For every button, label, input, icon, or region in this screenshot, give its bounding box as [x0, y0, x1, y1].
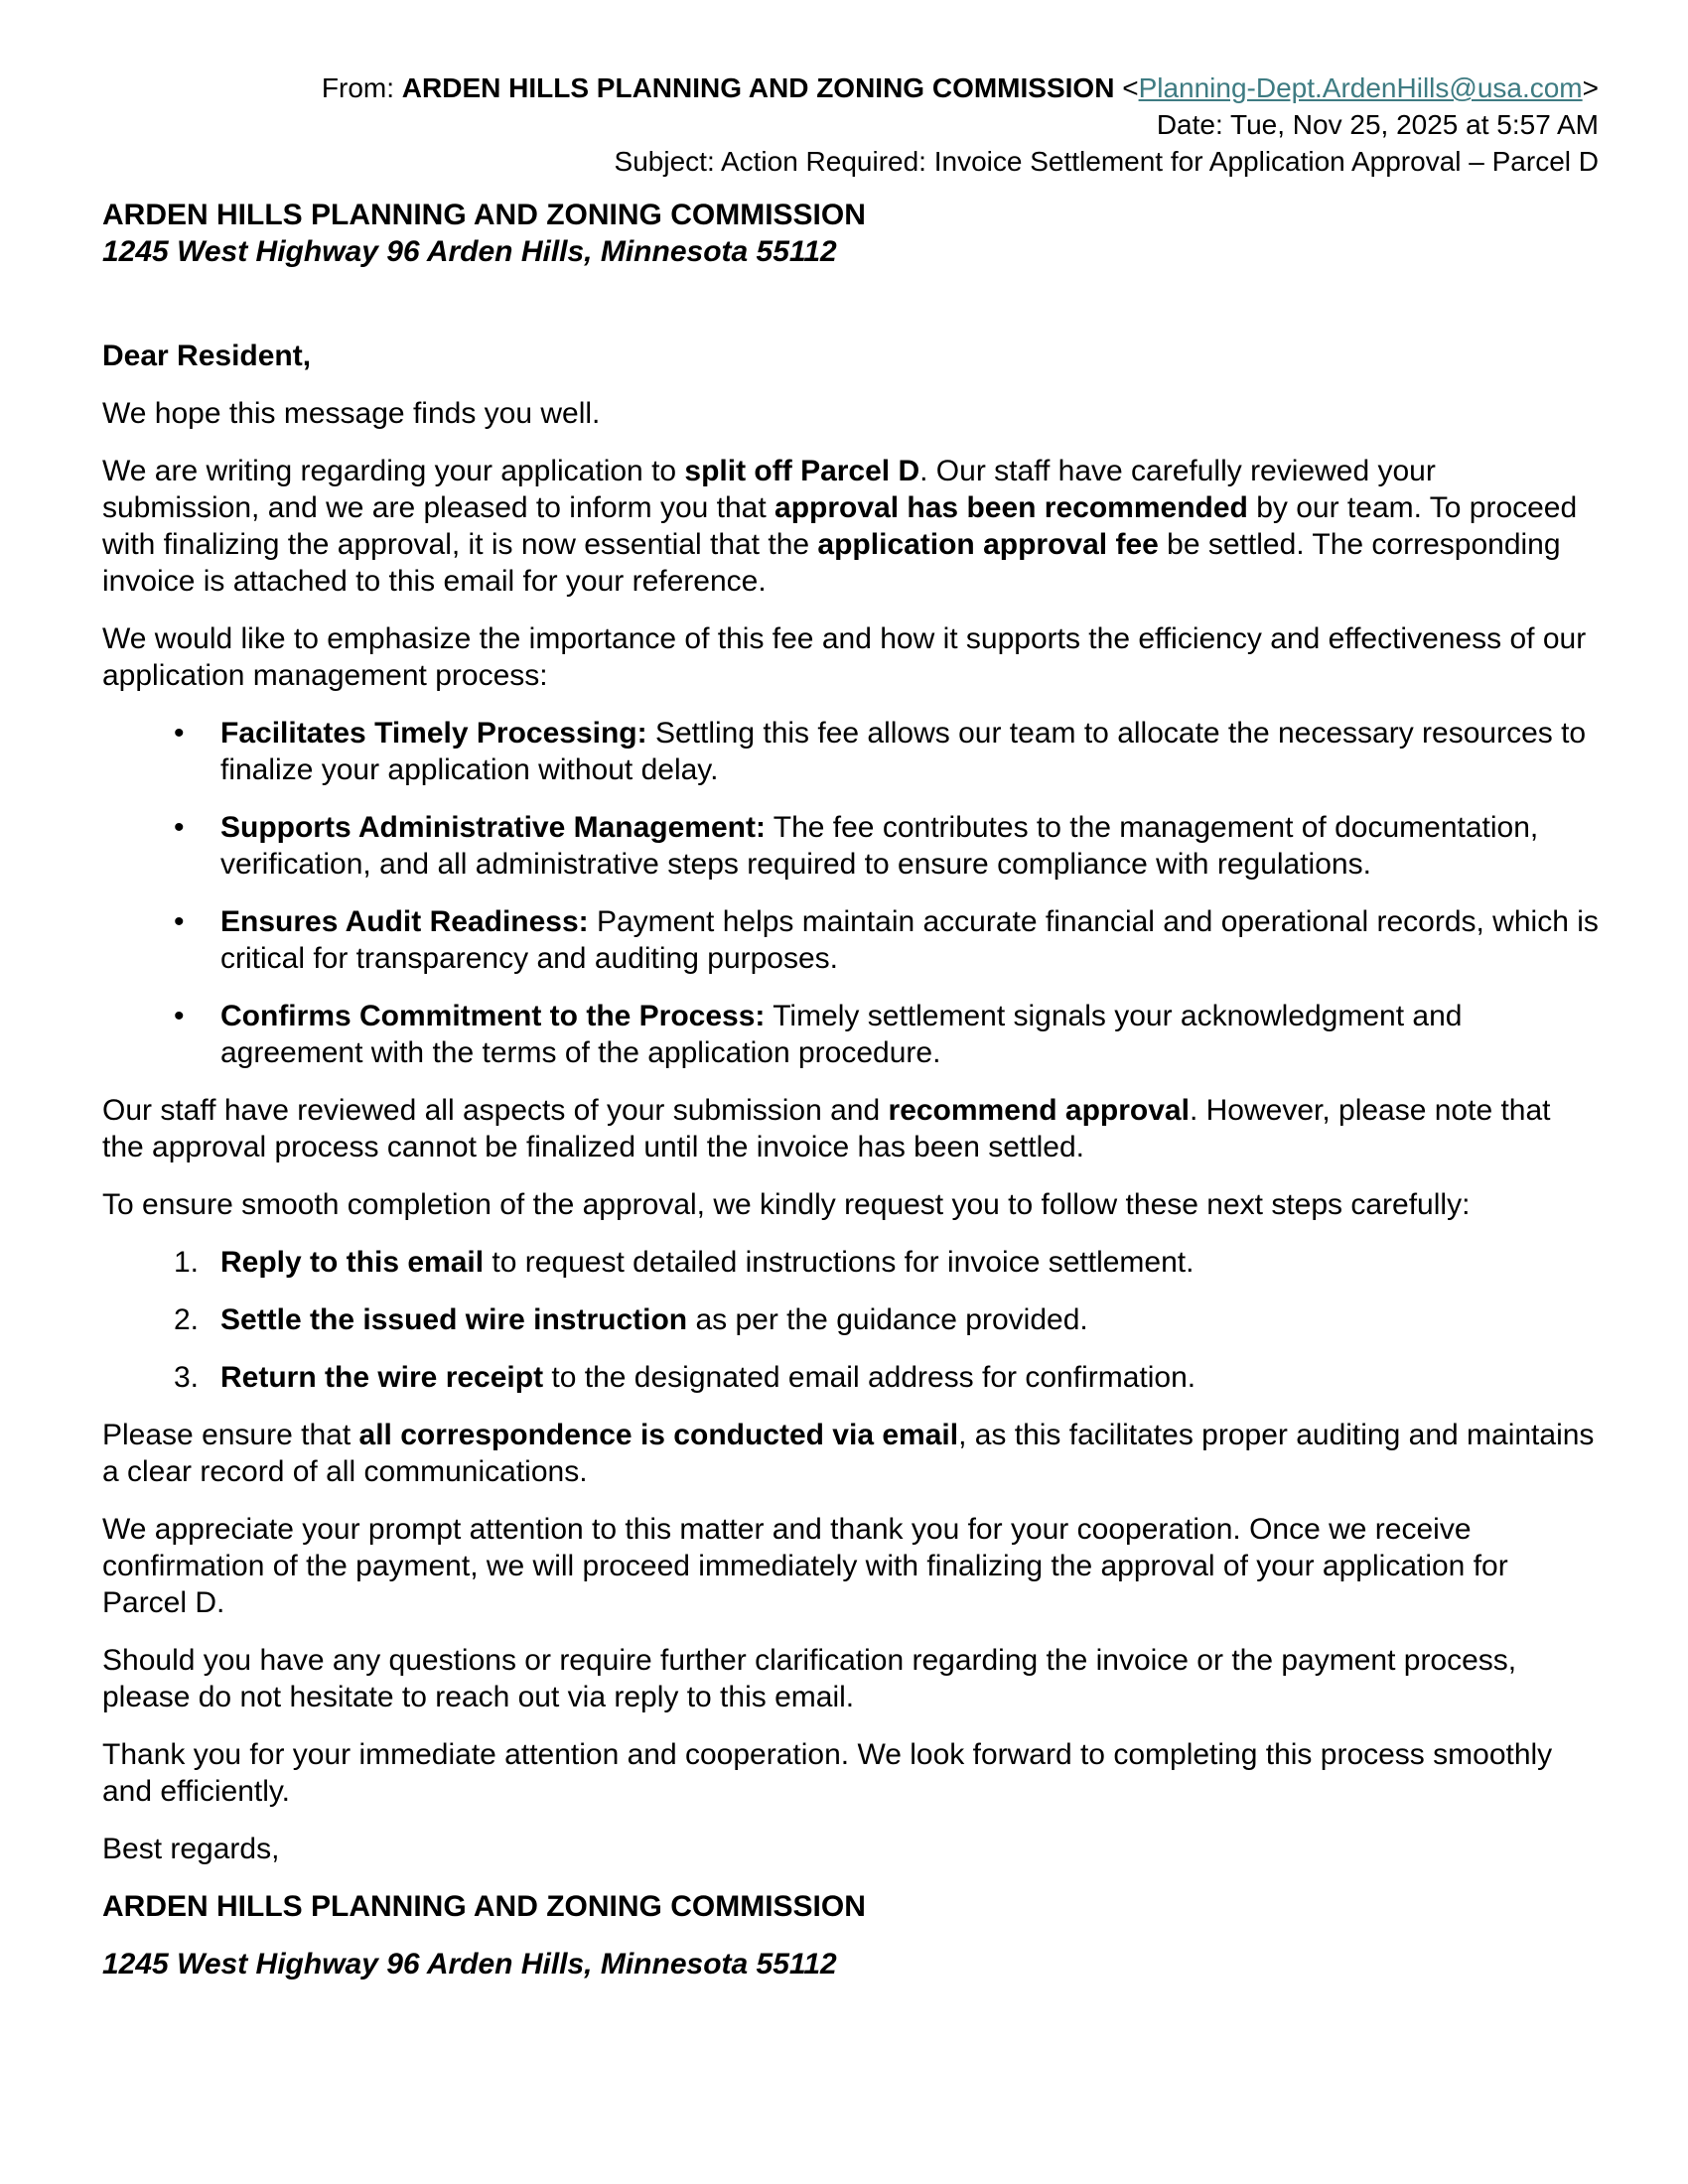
text-run: ARDEN HILLS PLANNING AND ZONING COMMISSION — [102, 1890, 866, 1923]
paragraph — [102, 453, 1599, 600]
sender-email-link[interactable]: Planning-Dept.ArdenHills@usa.com — [1138, 72, 1583, 103]
text-run: To ensure smooth completion of the approval, we kindly request you to follow these next steps carefully: — [102, 1188, 1471, 1221]
text-run: approval has been recommended — [774, 491, 1248, 524]
text-run: Return the wire receipt — [220, 1361, 544, 1394]
text-run: Best regards, — [102, 1833, 280, 1865]
text-run: Settling this fee allows our team to allocate the necessary resources to finalize your application without delay. — [220, 717, 1587, 786]
text-run: Payment helps maintain accurate financial and operational records, which is critical for transparency and auditing purposes. — [220, 905, 1599, 975]
list-item-text — [220, 809, 1599, 883]
bullet-marker: • — [174, 905, 185, 938]
bullet-marker: • — [174, 1000, 185, 1032]
letterhead-address: 1245 West Highway 96 Arden Hills, Minnesota 55112 — [102, 235, 837, 268]
text-run: split off Parcel D — [684, 455, 920, 487]
text-run: We hope this message finds you well. — [102, 397, 601, 430]
text-run: Ensures Audit Readiness: — [220, 905, 589, 938]
from-label: From: — [321, 72, 402, 103]
numbered-item — [102, 1359, 1599, 1396]
number-marker: 2. — [174, 1303, 200, 1336]
paragraph — [102, 1186, 1599, 1223]
list-item-text — [220, 1244, 1599, 1281]
bullet-marker: • — [174, 717, 185, 750]
text-run: to request detailed instructions for invoice settlement. — [484, 1246, 1195, 1279]
text-run: as per the guidance provided. — [687, 1303, 1088, 1336]
subject-line: Subject: Action Required: Invoice Settlement for Application Approval – Parcel D — [614, 146, 1599, 177]
text-run: Please ensure that — [102, 1419, 359, 1451]
paragraph — [102, 1946, 1599, 1982]
text-run: 1245 West Highway 96 Arden Hills, Minnesota 55112 — [102, 1948, 837, 1980]
list-item-text — [220, 715, 1599, 788]
paragraph — [102, 1888, 1599, 1925]
text-run: We would like to emphasize the importance of this fee and how it supports the efficiency and effectiveness of our application management process: — [102, 622, 1587, 692]
text-run: Dear Resident, — [102, 340, 312, 372]
text-run: , as this facilitates proper auditing and maintains a clear record of all communications. — [102, 1419, 1595, 1488]
list-item-text — [220, 1359, 1599, 1396]
bullet-item — [102, 809, 1599, 883]
text-run: The fee contributes to the management of documentation, verification, and all administrative steps required to ensure compliance with regulations. — [220, 811, 1539, 881]
text-run: recommend approval — [888, 1094, 1190, 1127]
number-marker: 1. — [174, 1246, 200, 1279]
text-run: . Our staff have carefully reviewed your submission, and we are pleased to inform you that — [102, 455, 1436, 524]
list-item-text — [220, 903, 1599, 977]
numbered-item — [102, 1301, 1599, 1338]
text-run: Reply to this email — [220, 1246, 485, 1279]
letterhead-organization: ARDEN HILLS PLANNING AND ZONING COMMISSION — [102, 199, 866, 231]
bullet-marker: • — [174, 811, 185, 844]
email-bracket-open: < — [1114, 72, 1139, 103]
number-marker: 3. — [174, 1361, 200, 1394]
from-line — [102, 69, 1599, 106]
numbered-list — [102, 1244, 1599, 1396]
text-run: . However, please note that the approval process cannot be finalized until the invoice has been settled. — [102, 1094, 1551, 1163]
numbered-item — [102, 1244, 1599, 1281]
paragraph — [102, 1736, 1599, 1810]
text-run: Settle the issued wire instruction — [220, 1303, 688, 1336]
bullet-item — [102, 998, 1599, 1071]
paragraph — [102, 1642, 1599, 1715]
email-header — [102, 69, 1599, 180]
text-run: Our staff have reviewed all aspects of your submission and — [102, 1094, 889, 1127]
text-run: Thank you for your immediate attention and cooperation. We look forward to completing this process smoothly and efficiently. — [102, 1738, 1553, 1808]
from-sender-name: ARDEN HILLS PLANNING AND ZONING COMMISSION — [401, 72, 1115, 103]
date-line: Date: Tue, Nov 25, 2025 at 5:57 AM — [1156, 109, 1599, 140]
paragraph — [102, 1831, 1599, 1867]
paragraph — [102, 1092, 1599, 1165]
list-item-text — [220, 1301, 1599, 1338]
text-run: by our team. To proceed with finalizing the approval, it is now essential that the — [102, 491, 1578, 561]
paragraph — [102, 338, 1599, 374]
letter-body — [102, 338, 1599, 1982]
text-run: to the designated email address for confirmation. — [543, 1361, 1196, 1394]
list-item-text — [220, 998, 1599, 1071]
text-run: We are writing regarding your application to — [102, 455, 685, 487]
paragraph — [102, 1417, 1599, 1490]
text-run: Should you have any questions or require further clarification regarding the invoice or the payment process, please do not hesitate to reach out via reply to this email. — [102, 1644, 1517, 1713]
text-run: Confirms Commitment to the Process: — [220, 1000, 766, 1032]
text-run: Facilitates Timely Processing: — [220, 717, 647, 750]
text-run: Supports Administrative Management: — [220, 811, 766, 844]
text-run: Timely settlement signals your acknowledgment and agreement with the terms of the application procedure. — [220, 1000, 1463, 1069]
letterhead — [102, 197, 1599, 270]
text-run: all correspondence is conducted via email — [358, 1419, 959, 1451]
bullet-item — [102, 715, 1599, 788]
email-bracket-close: > — [1582, 72, 1599, 103]
bullet-list — [102, 715, 1599, 1071]
text-run: application approval fee — [817, 528, 1159, 561]
paragraph — [102, 1511, 1599, 1621]
paragraph — [102, 620, 1599, 694]
paragraph — [102, 395, 1599, 432]
bullet-item — [102, 903, 1599, 977]
text-run: be settled. The corresponding invoice is attached to this email for your reference. — [102, 528, 1561, 598]
text-run: We appreciate your prompt attention to this matter and thank you for your cooperation. Once we receive confirmation of the payment, we will proceed immediately with finalizing the approval of your application for Parcel D. — [102, 1513, 1508, 1619]
